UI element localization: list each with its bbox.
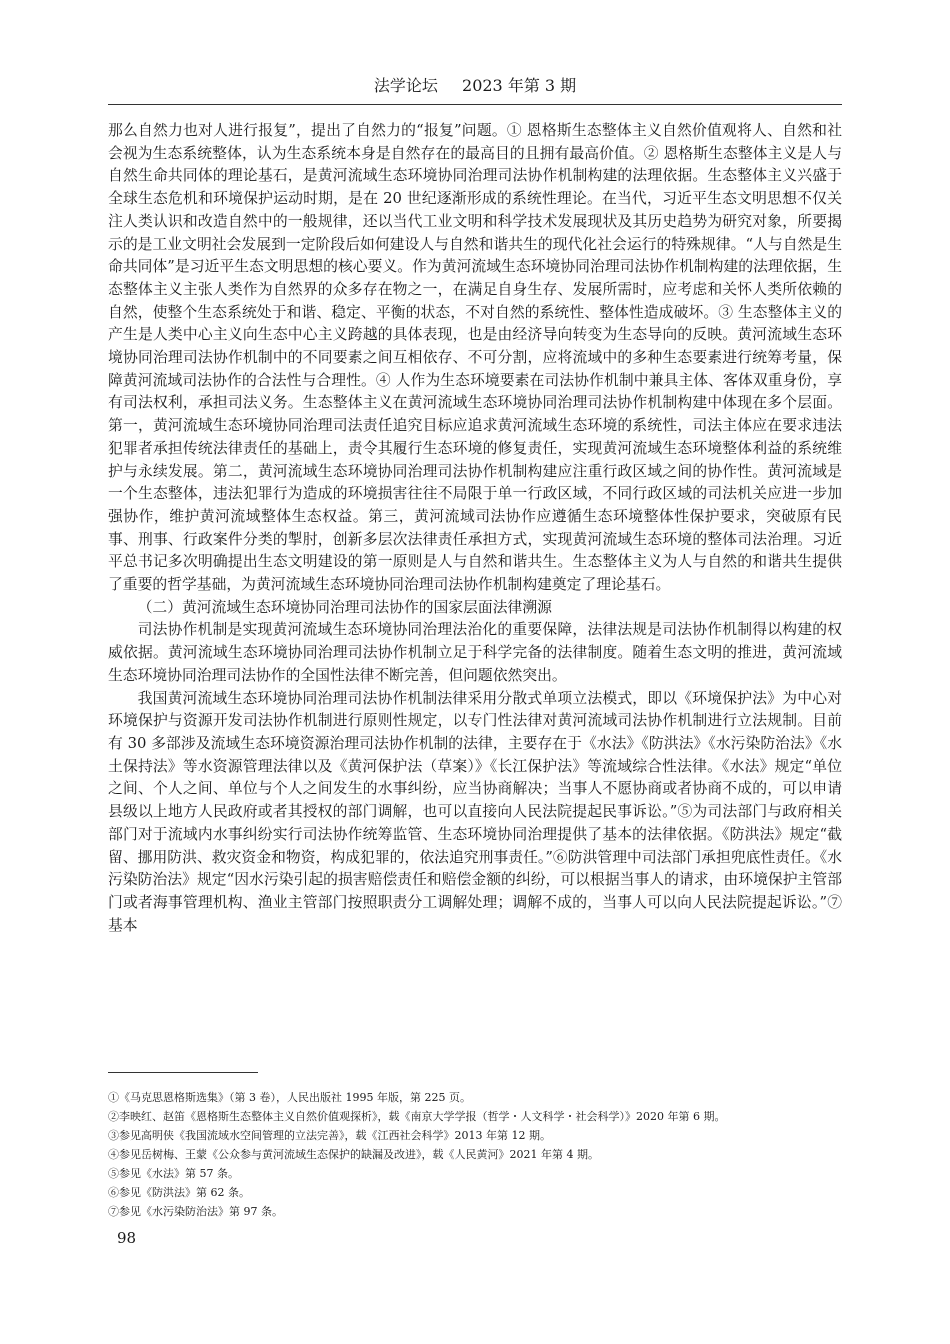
section-subheading: （二）黄河流域生态环境协同治理司法协作的国家层面法律溯源	[137, 598, 552, 616]
journal-name: 法学论坛	[373, 76, 438, 95]
paragraph-2: 司法协作机制是实现黄河流域生态环境协同治理法治化的重要保障，法律法规是司法协作机制得以构建的权威依据。黄河流域生态环境协同治理司法协作机制立足于科学完备的法律制度。随着生态文明的推进，黄河流域生态环境协同治理司法协作的全国性法律不断完善，但问题依然突出。	[108, 621, 842, 684]
issue-label: 2023 年第 3 期	[462, 76, 577, 95]
running-header	[108, 72, 842, 100]
paragraph-3: 我国黄河流域生态环境协同治理司法协作机制法律采用分散式单项立法模式，即以《环境保护法》为中心对环境保护与资源开发司法协作机制进行原则性规定，以专门性法律对黄河流域司法协作机制进行立法规制。目前有 30 多部涉及流域生态环境资源治理司法协作机制的法律，主要存在于《水法》《防洪法》《水污染防治法》《水土保持法》等水资源管理法律以及《黄河保护法（草案）》《长江保护法》等流域综合性法律。《水法》规定“单位之间、个人之间、单位与个人之间发生的水事纠纷，应当协商解决；当事人不愿协商或者协商不成的，可以申请县级以上地方人民政府或者其授权的部门调解，也可以直接向人民法院提起民事诉讼。”⑤为司法部门与政府相关部门对于流域内水事纠纷实行司法协作统筹监管、生态环境协同治理提供了基本的法律依据。《防洪法》规定“截留、挪用防洪、救灾资金和物资，构成犯罪的，依法追究刑事责任。”⑥防洪管理中司法部门承担兜底性责任。《水污染防治法》规定“因水污染引起的损害赔偿责任和赔偿金额的纠纷，可以根据当事人的请求，由环境保护主管部门或者海事管理机构、渔业主管部门按照职责分工调解处理；调解不成的，当事人可以向人民法院提起诉讼。”⑦基本	[108, 689, 842, 934]
footnote-4: ④参见岳树梅、王蒙《公众参与黄河流域生态保护的缺漏及改进》，载《人民黄河》2021 年第 4 期。	[108, 1148, 599, 1161]
header-divider	[108, 104, 842, 105]
page-number: 98	[117, 1229, 137, 1247]
paragraph-1: 那么自然力也对人进行报复”，提出了自然力的“报复”问题。① 恩格斯生态整体主义自然价值观将人、自然和社会视为生态系统整体，认为生态系统本身是自然存在的最高目的且拥有最高价值。② 恩格斯生态整体主义是人与自然生命共同体的理论基石，是黄河流域生态环境协同治理司法协作机制构建的法理依据。生态整体主义兴盛于全球生态危机和环境保护运动时期，是在 20 世纪逐渐形成的系统性理论。在当代，习近平生态文明思想不仅关注人类认识和改造自然中的一般规律，还以当代工业文明和科学技术发展现状及其历史趋势为研究对象，所要揭示的是工业文明社会发展到一定阶段后如何建设人与自然和谐共生的现代化社会运行的特殊规律。“人与自然是生命共同体”是习近平生态文明思想的核心要义。作为黄河流域生态环境协同治理司法协作机制构建的法理依据，生态整体主义主张人类作为自然界的众多存在物之一，在满足自身生存、发展所需时，应考虑和关怀人类所依赖的自然，使整个生态系统处于和谐、稳定、平衡的状态，不对自然的系统性、整体性造成破坏。③ 生态整体主义的产生是人类中心主义向生态中心主义跨越的具体表现，也是由经济导向转变为生态导向的反映。黄河流域生态环境协同治理司法协作机制中的不同要素之间互相依存、不可分割，应将流域中的多种生态要素进行统筹考量，保障黄河流域司法协作的合法性与合理性。④ 人作为生态环境要素在司法协作机制中兼具主体、客体双重身份，享有司法权利，承担司法义务。生态整体主义在黄河流域生态环境协同治理司法协作机制构建中体现在多个层面。第一，黄河流域生态环境协同治理司法责任追究目标应追求黄河流域生态环境的系统性，司法主体应在要求违法犯罪者承担传统法律责任的基础上，责令其履行生态环境的修复责任，实现黄河流域生态环境整体利益的系统维护与永续发展。第二，黄河流域生态环境协同治理司法协作机制构建应注重行政区域之间的协作性。黄河流域是一个生态整体，违法犯罪行为造成的环境损害往往不局限于单一行政区域，不同行政区域的司法机关应进一步加强协作，维护黄河流域整体生态权益。第三，黄河流域司法协作应遵循生态环境整体性保护要求，突破原有民事、刑事、行政案件分类的掣肘，创新多层次法律责任承担方式，实现黄河流域生态环境的整体司法治理。习近平总书记多次明确提出生态文明建设的第一原则是人与自然和谐共生。生态整体主义为人与自然的和谐共生提供了重要的哲学基础，为黄河流域生态环境协同治理司法协作机制构建奠定了理论基石。	[108, 122, 842, 594]
footnote-3: ③参见高明侠《我国流域水空间管理的立法完善》，载《江西社会科学》2013 年第 12 期。	[108, 1129, 551, 1142]
footnote-divider	[108, 1072, 258, 1073]
footnote-1: ①《马克思恩格斯选集》（第 3 卷），人民出版社 1995 年版，第 225 页。	[108, 1091, 471, 1104]
footnote-2: ②李映红、赵笛《恩格斯生态整体主义自然价值观探析》，载《南京大学学报（哲学・人文科学・社会科学）》2020 年第 6 期。	[108, 1110, 726, 1123]
footnote-7: ⑦参见《水污染防治法》第 97 条。	[108, 1205, 283, 1218]
footnotes	[108, 1088, 842, 1221]
footnote-5: ⑤参见《水法》第 57 条。	[108, 1167, 239, 1180]
footnote-6: ⑥参见《防洪法》第 62 条。	[108, 1186, 250, 1199]
main-text	[108, 120, 842, 937]
